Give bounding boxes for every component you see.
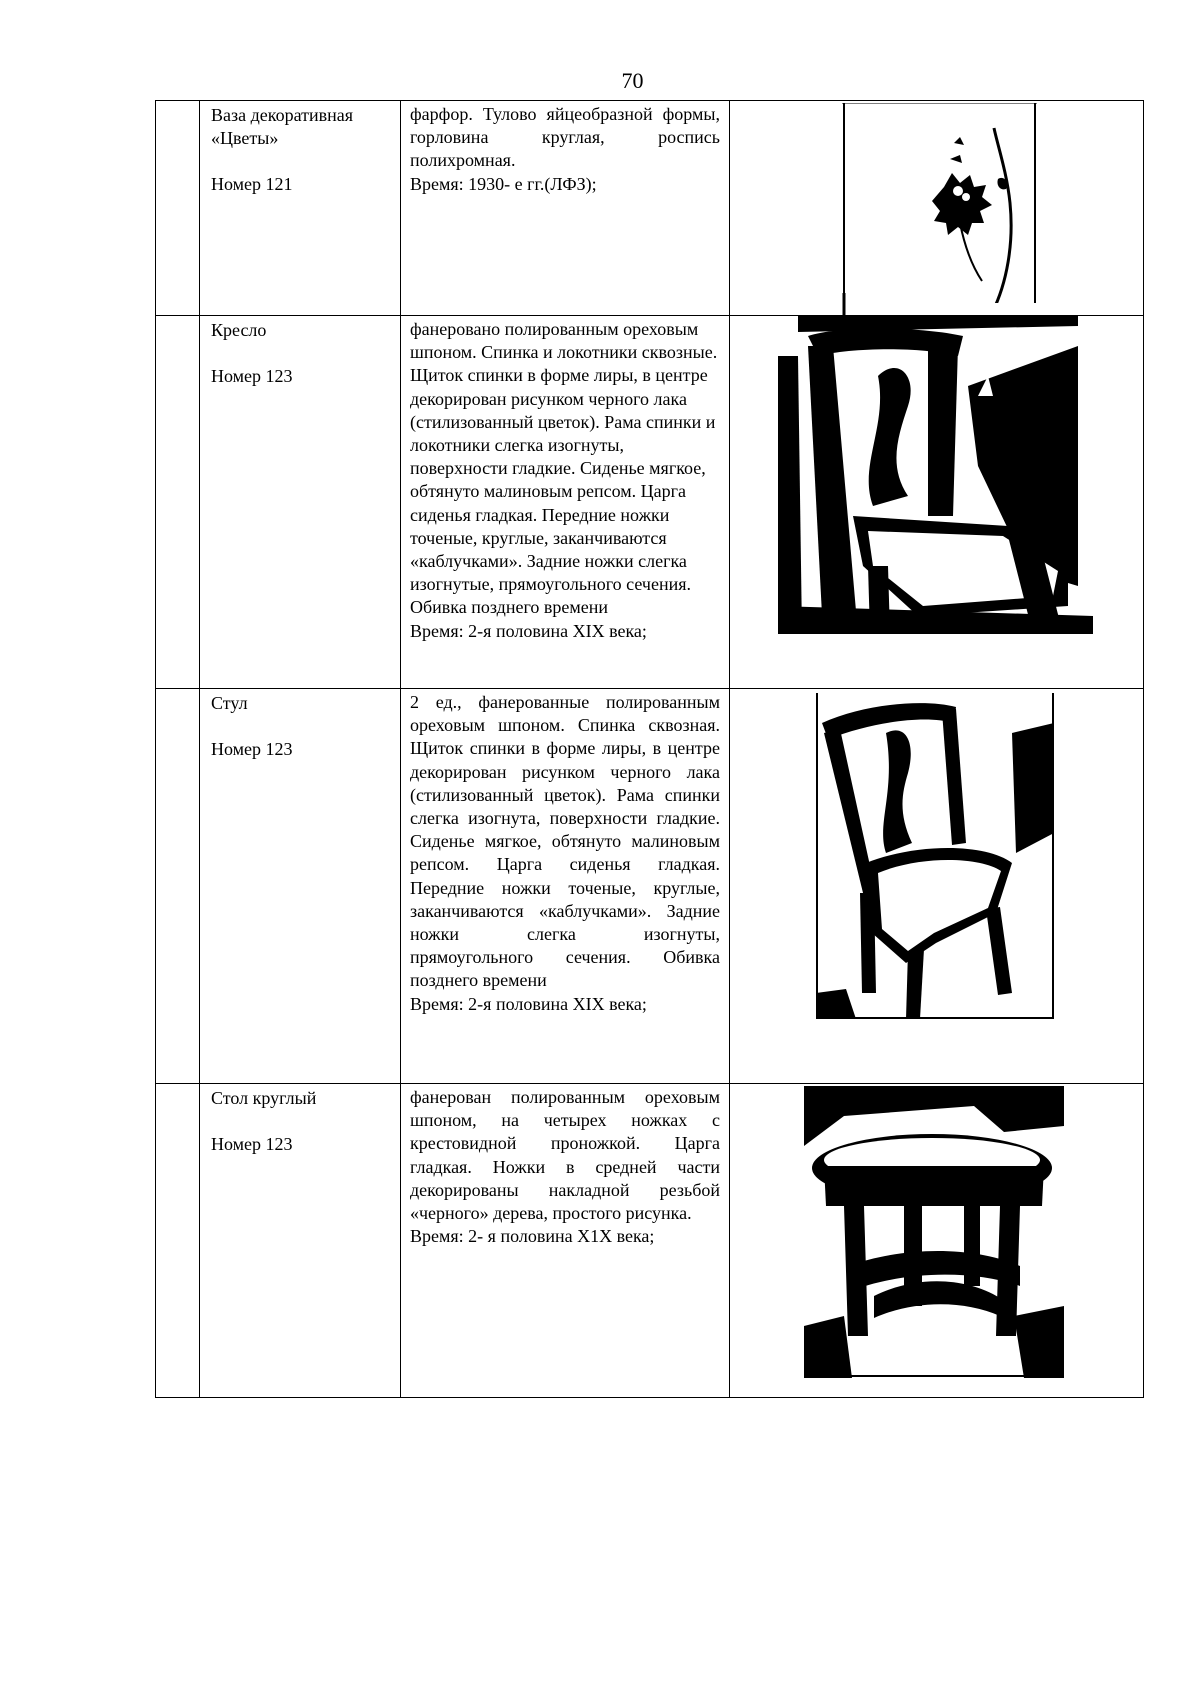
index-cell (156, 1084, 200, 1398)
item-description-cell (401, 689, 730, 1084)
armchair-photo (778, 316, 1093, 634)
page-number: 70 (621, 68, 644, 93)
item-time: Время: 2-я половина XIX века; (410, 620, 647, 641)
item-name-cell (200, 316, 401, 689)
index-cell (156, 316, 200, 689)
item-description: 2 ед., фанерованные полированным ореховым шпоном. Спинка сквозная. Щиток спинки в форме лиры, в центре декорирован рисунком черного лака (стилизованный цветок). Рама спинки слегка изогнута, поверхности гладкие. Сиденье мягкое, обтянуто малиновым репсом. Царга сиденья гладкая. Передние ножки точеные, круглые, заканчиваются «каблучками». Задние ножки слегка изогнуты, прямоугольного сечения. Обивка позднего времени (410, 692, 720, 991)
item-name: Кресло (211, 320, 267, 340)
index-cell (156, 689, 200, 1084)
item-description: фанеровано полированным ореховым шпоном. Спинка и локотники сквозные. Щиток спинки в форме лиры, в центре декорирован рисунком черного лака (стилизованный цветок). Рама спинки и локотники слегка изогнуты, поверхности гладкие. Сиденье мягкое, обтянуто малиновым репсом. Царга сиденья гладкая. Передние ножки точеные, круглые, заканчиваются «каблучками». Задние ножки слегка изогнутые, прямоугольного сечения. Обивка позднего времени (410, 319, 718, 618)
table-row (156, 1084, 1144, 1398)
table-row (156, 689, 1144, 1084)
catalog-table (155, 100, 1144, 1398)
item-description: фанерован полированным ореховым шпоном, на четырех ножках с крестовидной проножкой. Царга гладкая. Ножки в средней части декорированы накладной резьбой «черного» дерева, простого рисунка. (410, 1087, 720, 1224)
item-description-cell (401, 1084, 730, 1398)
item-name-cell (200, 101, 401, 316)
index-cell (156, 101, 200, 316)
item-description: фарфор. Тулово яйцеобразной формы, горловина круглая, роспись полихромная. (410, 104, 720, 171)
item-time: Время: 1930- е гг.(ЛФЗ); (410, 173, 597, 194)
item-time: Время: 2- я половина Х1Х века; (410, 1226, 655, 1247)
item-description-cell (401, 101, 730, 316)
item-name: Ваза декоративная «Цветы» (211, 105, 353, 149)
item-number: Номер 121 (211, 174, 293, 195)
photo-cell (730, 689, 1144, 1084)
photo-cell (730, 316, 1144, 689)
photo-cell (730, 1084, 1144, 1398)
item-number: Номер 123 (211, 739, 293, 760)
item-name: Стол круглый (211, 1088, 317, 1108)
chair-photo (816, 693, 1054, 1019)
item-name: Стул (211, 693, 248, 713)
item-number: Номер 123 (211, 1134, 293, 1155)
item-name-cell (200, 1084, 401, 1398)
item-time: Время: 2-я половина XIX века; (410, 993, 647, 1014)
photo-cell (730, 101, 1144, 316)
item-description-cell (401, 316, 730, 689)
table-row (156, 101, 1144, 316)
table-row (156, 316, 1144, 689)
vase-photo (842, 103, 1037, 315)
round-table-photo (804, 1086, 1064, 1378)
item-name-cell (200, 689, 401, 1084)
item-number: Номер 123 (211, 366, 293, 387)
